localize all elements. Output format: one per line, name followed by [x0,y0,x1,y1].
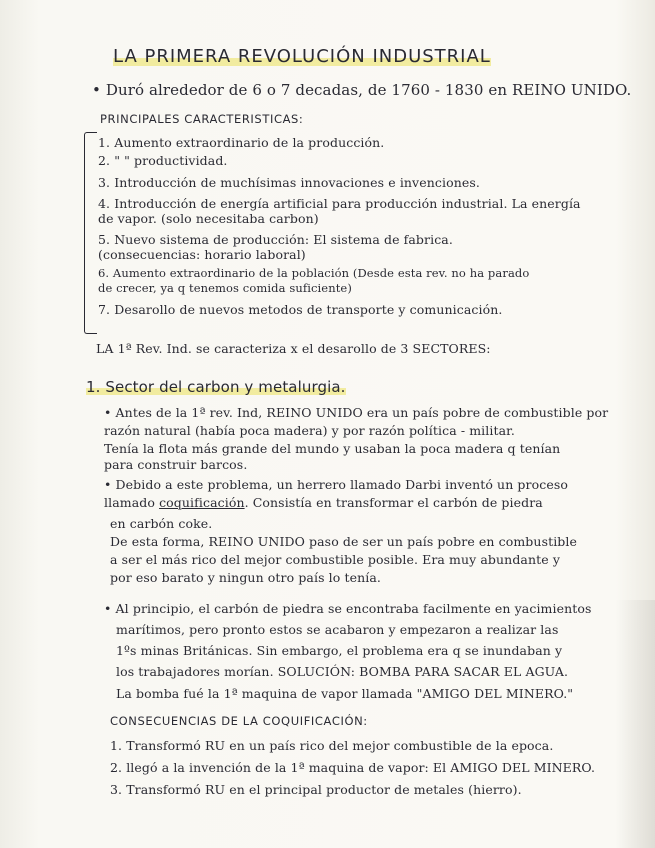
characteristic-item: 1. Aumento extraordinario de la producción. [98,135,385,150]
paragraph-line: De esta forma, REINO UNIDO paso de ser un país pobre en combustible [110,534,577,549]
paragraph-line [104,497,543,510]
paragraph-line: marítimos, pero pronto estos se acabaron y empezaron a realizar las [116,622,559,637]
consequence-item: 1. Transformó RU en un país rico del mejor combustible de la epoca. [110,738,554,753]
paragraph-line: los trabajadores morían. SOLUCIÓN: BOMBA PARA SACAR EL AGUA. [116,664,569,679]
characteristics-heading: PRINCIPALES CARACTERISTICAS: [100,112,304,126]
characteristic-item: 6. Aumento extraordinario de la población (Desde esta rev. no ha parado [98,266,530,280]
characteristic-item: 3. Introducción de muchísimas innovaciones e invenciones. [98,175,480,190]
characteristic-item: de crecer, ya q tenemos comida suficiente) [98,281,352,295]
consequence-item: 2. llegó a la invención de la 1ª maquina de vapor: El AMIGO DEL MINERO. [110,760,596,775]
paragraph-line: para construir barcos. [104,457,248,472]
paragraph-line: razón natural (había poca madera) y por razón política - militar. [104,423,515,438]
sectors-summary: LA 1ª Rev. Ind. se caracteriza x el desarollo de 3 SECTORES: [96,341,491,356]
paragraph-line: 1ºs minas Británicas. Sin embargo, el problema era q se inundaban y [116,643,563,658]
characteristic-item: (consecuencias: horario laboral) [98,247,306,262]
paragraph-line: a ser el más rico del mejor combustible posible. Era muy abundante y [110,552,560,567]
paragraph-line: en carbón coke. [110,516,213,531]
paragraph-line: por eso barato y ningun otro país lo tenía. [110,570,381,585]
paragraph-line: • Al principio, el carbón de piedra se encontraba facilmente en yacimientos [104,601,592,616]
paragraph-line: • Debido a este problema, un herrero llamado Darbi inventó un proceso [104,477,568,492]
paragraph-line: Tenía la flota más grande del mundo y usaban la poca madera q tenían [104,441,561,456]
intro-line: • Duró alrededor de 6 o 7 decadas, de 1760 - 1830 en REINO UNIDO. [92,81,632,99]
characteristic-item: de vapor. (solo necesitaba carbon) [98,211,319,226]
paragraph-text: . Consistía en transformar el carbón de piedra [244,495,543,510]
consequence-item: 3. Transformó RU en el principal productor de metales (hierro). [110,782,522,797]
characteristic-item: 2. " " productividad. [98,153,228,168]
paragraph-line: La bomba fué la 1ª maquina de vapor llamada "AMIGO DEL MINERO." [116,686,574,701]
characteristic-item: 4. Introducción de energía artificial para producción industrial. La energía [98,196,581,211]
characteristic-item: 7. Desarollo de nuevos metodos de transporte y comunicación. [98,302,503,317]
page-title: LA PRIMERA REVOLUCIÓN INDUSTRIAL [113,46,491,67]
page-shadow [615,600,655,848]
coquificacion-term: coquificación [159,495,245,510]
characteristic-item: 5. Nuevo sistema de producción: El sistema de fabrica. [98,232,453,247]
consequences-heading: CONSECUENCIAS DE LA COQUIFICACIÓN: [110,714,368,728]
paragraph-line: • Antes de la 1ª rev. Ind, REINO UNIDO era un país pobre de combustible por [104,405,609,420]
list-bracket [84,132,97,334]
section-heading: 1. Sector del carbon y metalurgia. [86,378,346,396]
paragraph-text: llamado [104,495,160,510]
